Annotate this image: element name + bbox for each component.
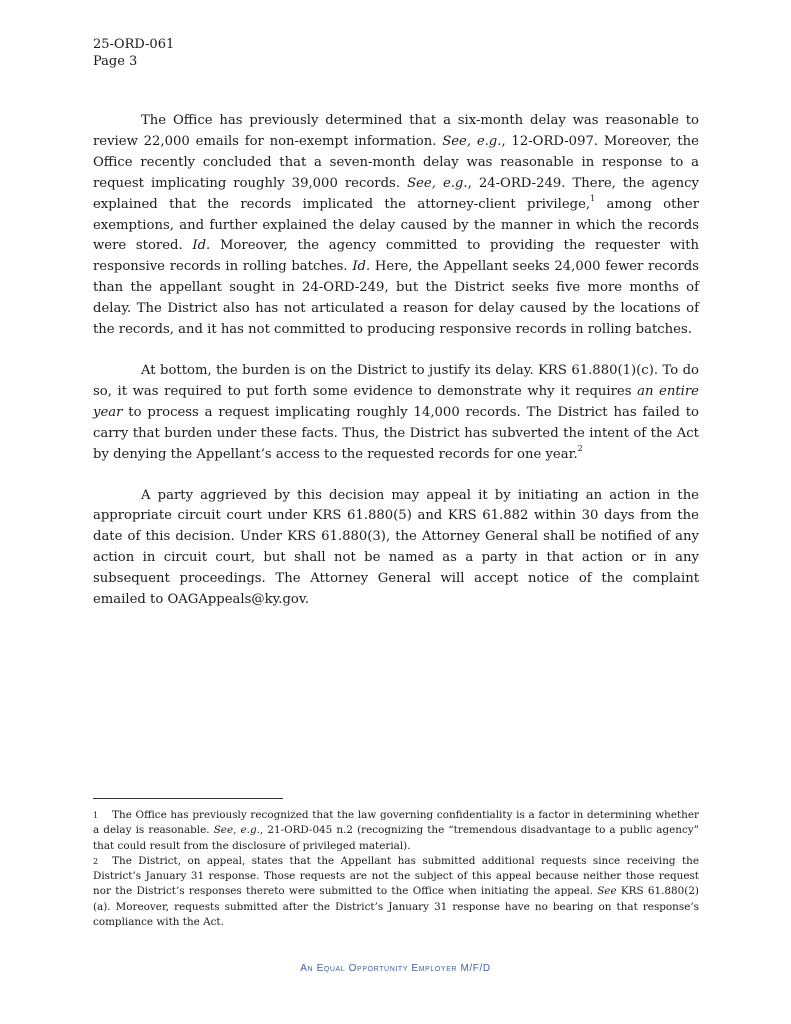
page-header xyxy=(93,36,174,70)
page-footer: An Equal Opportunity Employer M/F/D xyxy=(300,963,491,974)
footnotes xyxy=(93,808,699,930)
footnote-1: $^1$ The Office has previously recognized that the law governing confidentiality is a factor in determining whether a delay is reasonable. See, e.g., 21-ORD-045 n.2 (recognizing the “tremendous disadvantage to a public agency” that could result from the disclosure of privileged material). xyxy=(93,809,699,852)
footnote-2: $^2$ The District, on appeal, states that the Appellant has submitted additional requests since receiving the District’s January 31 response. Those requests are not the subject of this appeal because neither those request nor the District’s responses thereto were submitted to the Office when initiating the appeal. See KRS 61.880(2)(a). Moreover, requests submitted after the District’s January 31 response have no bearing on that response’s compliance with the Act. xyxy=(93,854,699,929)
paragraph-burden: At bottom, the burden is on the District to justify its delay. KRS 61.880(1)(c). To do so, it was required to put forth some evidence to demonstrate why it requires an entire year to process a request implicating roughly 14,000 records. The District has failed to carry that burden under these facts. Thus, the District has subverted the intent of the Act by denying the Appellant’s access to the requested records for one year.$^2$ xyxy=(93,362,699,462)
paragraph-appeal-notice: A party aggrieved by this decision may appeal it by initiating an action in the appropriate circuit court under KRS 61.880(5) and KRS 61.882 within 30 days from the date of this decision. Under KRS 61.880(3), the Attorney General shall be notified of any action in circuit court, but shall not be named as a party in that action or in any subsequent proceedings. The Attorney General will accept notice of the complaint emailed to OAGAppeals@ky.gov. xyxy=(93,487,699,608)
footnote-ref-2[interactable]: 2 xyxy=(577,444,583,454)
footnote-ref-1[interactable]: 1 xyxy=(590,194,596,204)
paragraph-delay-precedent: The Office has previously determined that a six-month delay was reasonable to review 22,000 emails for non-exempt information. See, e.g., 12-ORD-097. Moreover, the Office recently concluded that a seven-month delay was reasonable in response to a request implicating roughly 39,000 records. See, e.g., 24-ORD-249. There, the agency explained that the records implicated the attorney-client privilege,$^1$ among other exemptions, and further explained the delay caused by the manner in which the records were stored. Id. Moreover, the agency committed to providing the requester with responsive records in rolling batches. Id. Here, the Appellant seeks 24,000 fewer records than the appellant sought in 24-ORD-249, but the District seeks five more months of delay. The District also has not articulated a reason for delay caused by the locations of the records, and it has not committed to producing responsive records in rolling batches. xyxy=(93,113,700,338)
footnote-number: 2 xyxy=(93,856,99,866)
body-text xyxy=(93,111,699,631)
document-id: 25-ORD-061 xyxy=(93,37,175,52)
footnote-divider xyxy=(93,798,283,799)
page-number: Page 3 xyxy=(93,54,138,69)
footnote-number: 1 xyxy=(93,811,99,820)
